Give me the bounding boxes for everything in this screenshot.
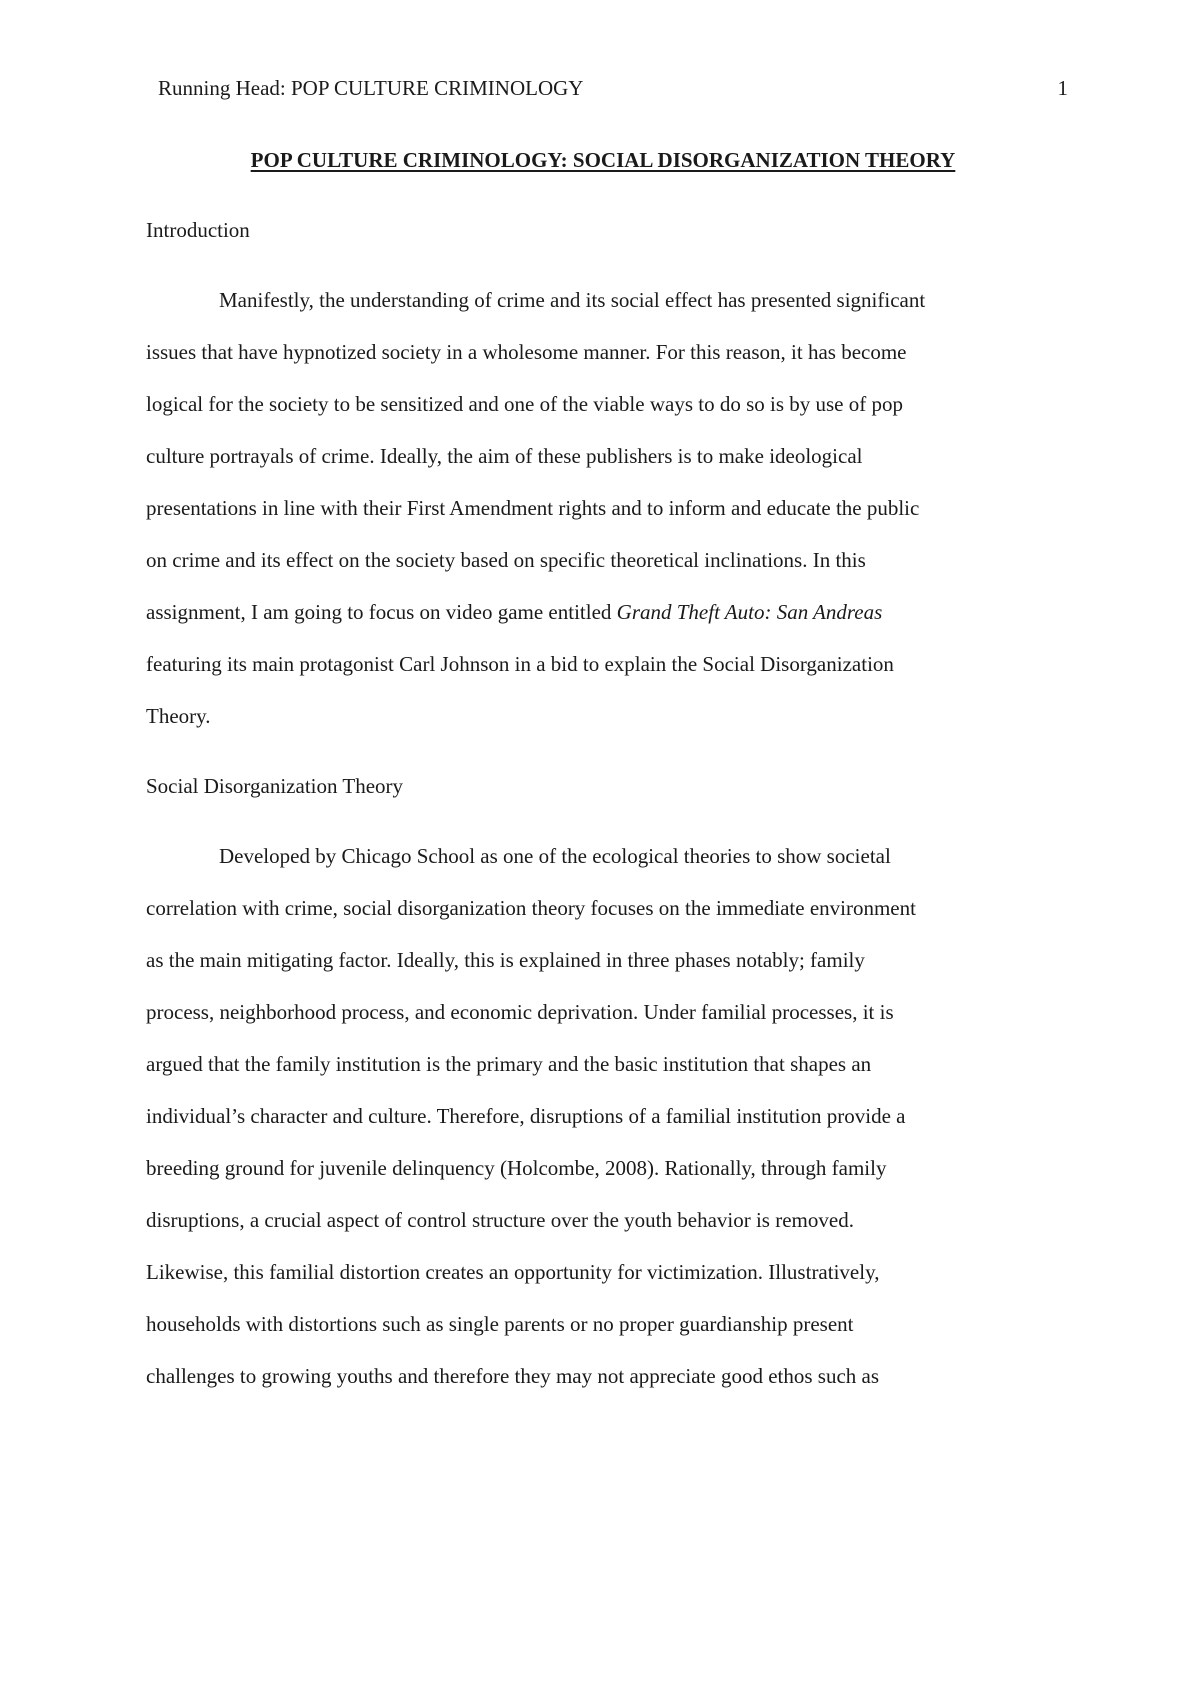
paragraph-line: argued that the family institution is the primary and the basic institution that shapes an (146, 1052, 872, 1076)
paragraph-line: breeding ground for juvenile delinquency (Holcombe, 2008). Rationally, through family (146, 1156, 887, 1180)
paragraph-line: correlation with crime, social disorganization theory focuses on the immediate environment (146, 896, 916, 920)
paragraph-line: individual’s character and culture. Therefore, disruptions of a familial institution provide a (146, 1104, 906, 1128)
section-heading-social-disorganization-theory: Social Disorganization Theory (146, 774, 404, 798)
line-text-before: assignment, I am going to focus on video game entitled (146, 600, 617, 624)
paragraph-line: Developed by Chicago School as one of the ecological theories to show societal (219, 844, 891, 868)
section-heading-introduction: Introduction (146, 218, 250, 242)
game-title-italic: Grand Theft Auto: San Andreas (616, 600, 883, 624)
page-number: 1 (1057, 76, 1068, 100)
paragraph-line: logical for the society to be sensitized and one of the viable ways to do so is by use of pop (146, 392, 903, 416)
paragraph-line: culture portrayals of crime. Ideally, the aim of these publishers is to make ideological (146, 444, 863, 468)
paragraph-line: Likewise, this familial distortion creates an opportunity for victimization. Illustratively, (146, 1260, 880, 1284)
paragraph-line: on crime and its effect on the society based on specific theoretical inclinations. In this (146, 548, 866, 572)
paragraph-line: presentations in line with their First Amendment rights and to inform and educate the public (146, 496, 920, 520)
document-title: POP CULTURE CRIMINOLOGY: SOCIAL DISORGANIZATION THEORY (250, 148, 956, 172)
paragraph-line: as the main mitigating factor. Ideally, this is explained in three phases notably; family (146, 948, 865, 972)
paragraph-line: challenges to growing youths and therefore they may not appreciate good ethos such as (146, 1364, 880, 1388)
paragraph-line: households with distortions such as single parents or no proper guardianship present (146, 1312, 854, 1336)
paragraph-line: Theory. (146, 704, 211, 728)
running-head: Running Head: POP CULTURE CRIMINOLOGY (158, 76, 584, 100)
paragraph-line: Manifestly, the understanding of crime and its social effect has presented significant (219, 288, 926, 312)
paragraph-line: process, neighborhood process, and economic deprivation. Under familial processes, it is (146, 1000, 894, 1024)
paragraph-line: disruptions, a crucial aspect of control structure over the youth behavior is removed. (146, 1208, 854, 1232)
paragraph-line-with-italic-title (146, 598, 882, 626)
paragraph-line: issues that have hypnotized society in a wholesome manner. For this reason, it has become (146, 340, 907, 364)
paragraph-line: featuring its main protagonist Carl Johnson in a bid to explain the Social Disorganization (146, 652, 894, 676)
